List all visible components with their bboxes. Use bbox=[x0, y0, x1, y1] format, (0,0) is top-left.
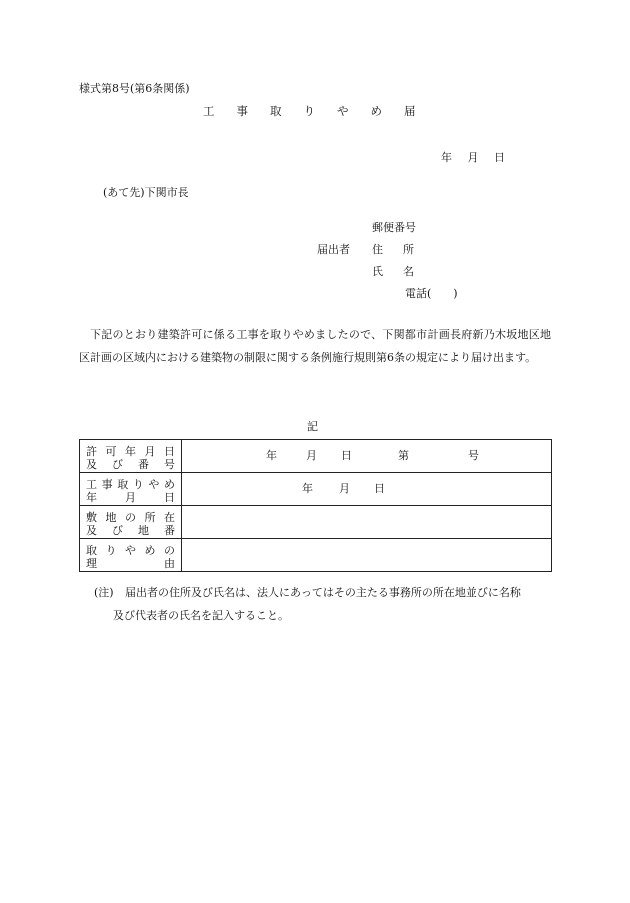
label-cell bbox=[80, 473, 182, 506]
label-line-justified: 工 事 取 り や め bbox=[86, 477, 175, 491]
label-line-justified: 取 り や め の bbox=[86, 543, 175, 557]
name-label: 氏名 bbox=[372, 265, 434, 278]
label-cell bbox=[80, 440, 182, 473]
note-text-line2: 及び代表者の氏名を記入すること。 bbox=[113, 609, 289, 622]
form-number: 様式第8号(第6条関係) bbox=[79, 82, 190, 95]
label-line-justified: 年 月 日 bbox=[86, 490, 175, 504]
table-row bbox=[80, 506, 552, 539]
body-paragraph: 下記のとおり建築許可に係る工事を取りやめましたので、下関都市計画長府新乃木坂地区地区計画の区域内における建築物の制限に関する条例施行規則第6条の規定により届け出ます。 bbox=[79, 328, 551, 364]
year-label: 年 bbox=[266, 449, 277, 462]
table-row bbox=[80, 539, 552, 572]
label-cell bbox=[80, 539, 182, 572]
cancellation-date-field[interactable] bbox=[182, 473, 552, 506]
label-line-justified: 許 可 年 月 日 bbox=[86, 444, 175, 458]
ki-heading: 記 bbox=[307, 420, 318, 433]
number-suffix-label: 号 bbox=[468, 449, 479, 462]
label-line-justified: 及 び 地 番 bbox=[86, 523, 175, 537]
label-line-justified: 敷 地 の 所 在 bbox=[86, 510, 175, 524]
document-title: 工事取りやめ届 bbox=[203, 104, 438, 118]
table-row bbox=[80, 473, 552, 506]
day-label: 日 bbox=[341, 449, 352, 462]
cancellation-reason-field[interactable] bbox=[182, 539, 552, 572]
permit-date-number-field[interactable] bbox=[182, 440, 552, 473]
table-row bbox=[80, 440, 552, 473]
note-text-line1: 届出者の住所及び氏名は、法人にあってはその主たる事務所の所在地並びに名称 bbox=[125, 586, 521, 599]
postal-code-label: 郵便番号 bbox=[372, 221, 416, 234]
applicant-label: 届出者 bbox=[317, 243, 350, 256]
site-location-field[interactable] bbox=[182, 506, 552, 539]
address-label: 住所 bbox=[372, 243, 434, 256]
number-prefix-label: 第 bbox=[398, 449, 409, 462]
detail-table bbox=[79, 439, 552, 572]
date-line: 年 月 日 bbox=[441, 151, 505, 164]
year-label: 年 bbox=[302, 482, 313, 495]
label-line-justified: 及 び 番 号 bbox=[86, 457, 175, 471]
note-mark: (注) bbox=[94, 586, 114, 599]
label-line-justified: 理 由 bbox=[86, 556, 175, 570]
month-label: 月 bbox=[339, 482, 350, 495]
addressee: (あて先)下関市長 bbox=[103, 186, 189, 199]
day-label: 日 bbox=[374, 482, 385, 495]
month-label: 月 bbox=[306, 449, 317, 462]
phone-label: 電話( ) bbox=[405, 287, 458, 300]
label-cell bbox=[80, 506, 182, 539]
